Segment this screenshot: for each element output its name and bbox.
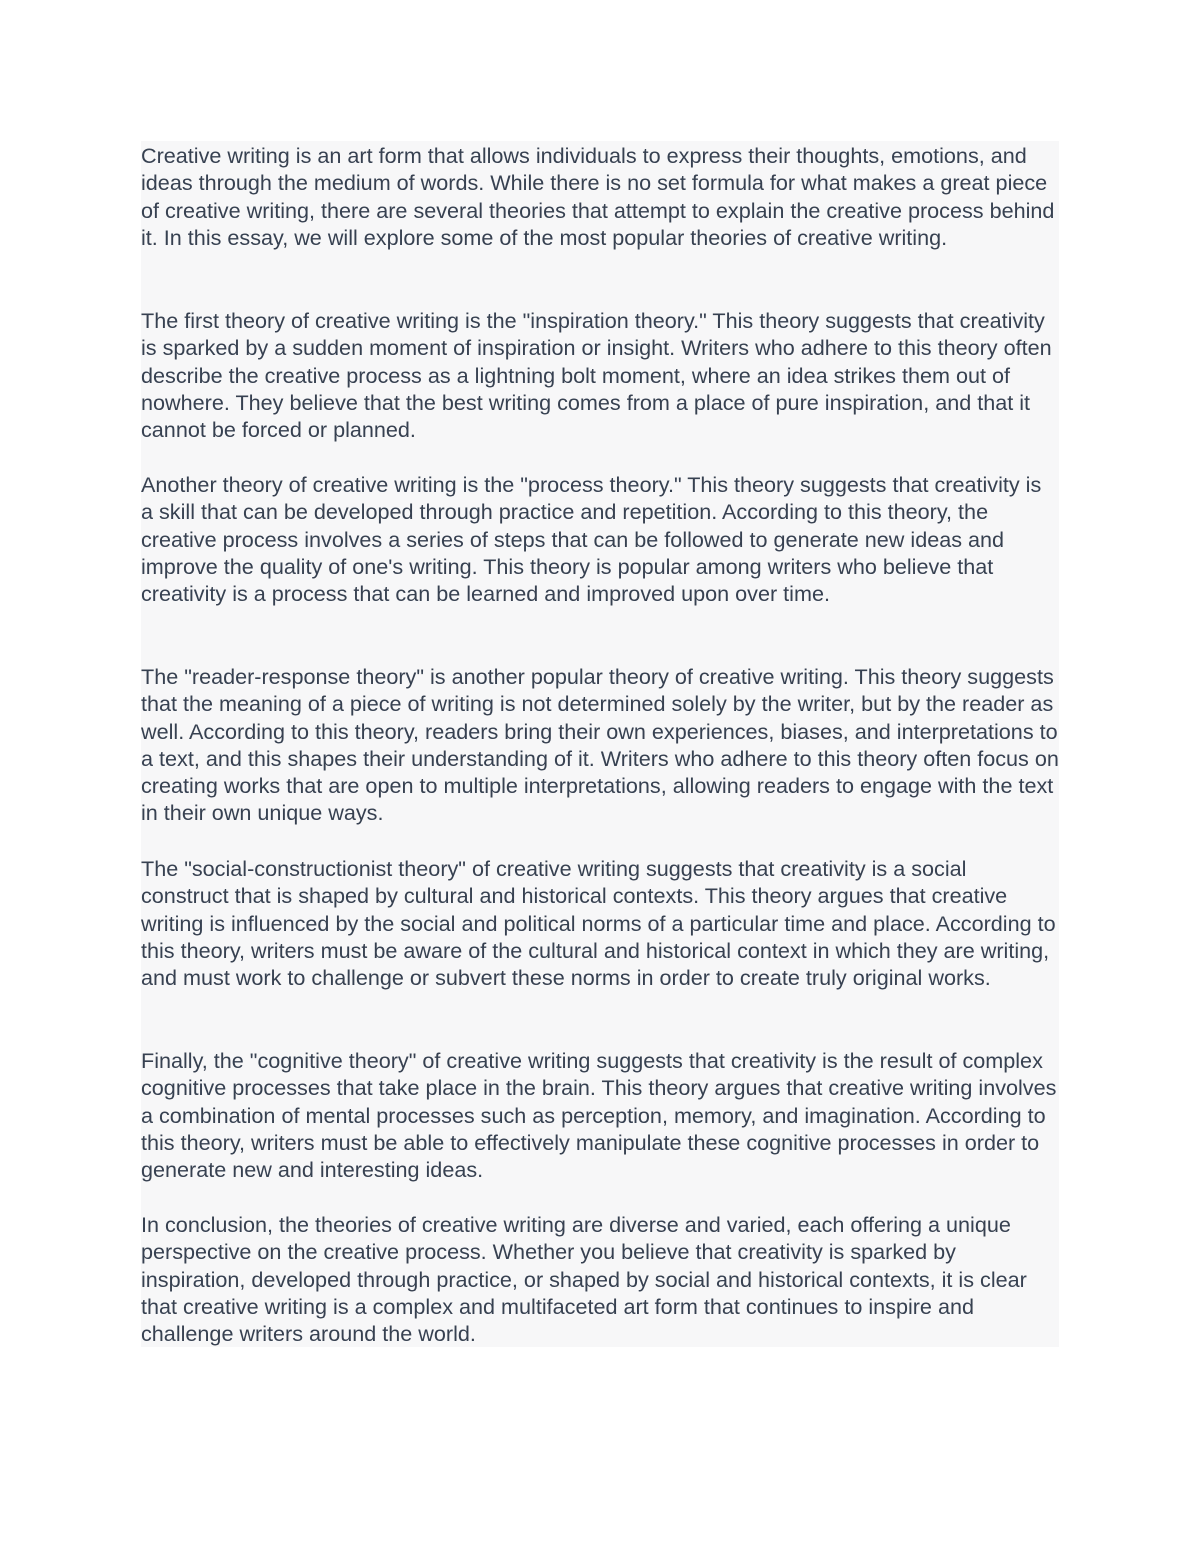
paragraph-process-theory: Another theory of creative writing is the "process theory." This theory suggests that creativity is a skill that can be developed through practice and repetition. According to this theory, the creative process involves a series of steps that can be followed to generate new ideas and improve the quality of one's writing. This theory is popular among writers who believe that creativity is a process that can be learned and improved upon over time. — [141, 472, 1042, 607]
paragraph-reader-response-theory: The "reader-response theory" is another popular theory of creative writing. This theory suggests that the meaning of a piece of writing is not determined solely by the writer, but by the reader as well. According to this theory, readers bring their own experiences, biases, and interpretations to a text, and this shapes their understanding of it. Writers who adhere to this theory often focus on creating works that are open to multiple interpretations, allowing readers to engage with the text in their own unique ways. — [141, 664, 1059, 826]
essay-text-block — [141, 141, 1059, 1347]
paragraph-inspiration-theory: The first theory of creative writing is the "inspiration theory." This theory suggests that creativity is sparked by a sudden moment of inspiration or insight. Writers who adhere to this theory often describe the creative process as a lightning bolt moment, where an idea strikes them out of nowhere. They believe that the best writing comes from a place of pure inspiration, and that it cannot be forced or planned. — [141, 308, 1052, 443]
paragraph-social-constructionist-theory: The "social-constructionist theory" of creative writing suggests that creativity is a social construct that is shaped by cultural and historical contexts. This theory argues that creative writing is influenced by the social and political norms of a particular time and place. According to this theory, writers must be aware of the cultural and historical context in which they are writing, and must work to challenge or subvert these norms in order to create truly original works. — [141, 856, 1056, 991]
paragraph-introduction: Creative writing is an art form that allows individuals to express their thoughts, emotions, and ideas through the medium of words. While there is no set formula for what makes a great piece of creative writing, there are several theories that attempt to explain the creative process behind it. In this essay, we will explore some of the most popular theories of creative writing. — [141, 143, 1055, 250]
paragraph-conclusion: In conclusion, the theories of creative writing are diverse and varied, each offering a unique perspective on the creative process. Whether you believe that creativity is sparked by inspiration, developed through practice, or shaped by social and historical contexts, it is clear that creative writing is a complex and multifaceted art form that continues to inspire and challenge writers around the world. — [141, 1212, 1027, 1347]
paragraph-cognitive-theory: Finally, the "cognitive theory" of creative writing suggests that creativity is the result of complex cognitive processes that take place in the brain. This theory argues that creative writing involves a combination of mental processes such as perception, memory, and imagination. According to this theory, writers must be able to effectively manipulate these cognitive processes in order to generate new and interesting ideas. — [141, 1048, 1057, 1183]
